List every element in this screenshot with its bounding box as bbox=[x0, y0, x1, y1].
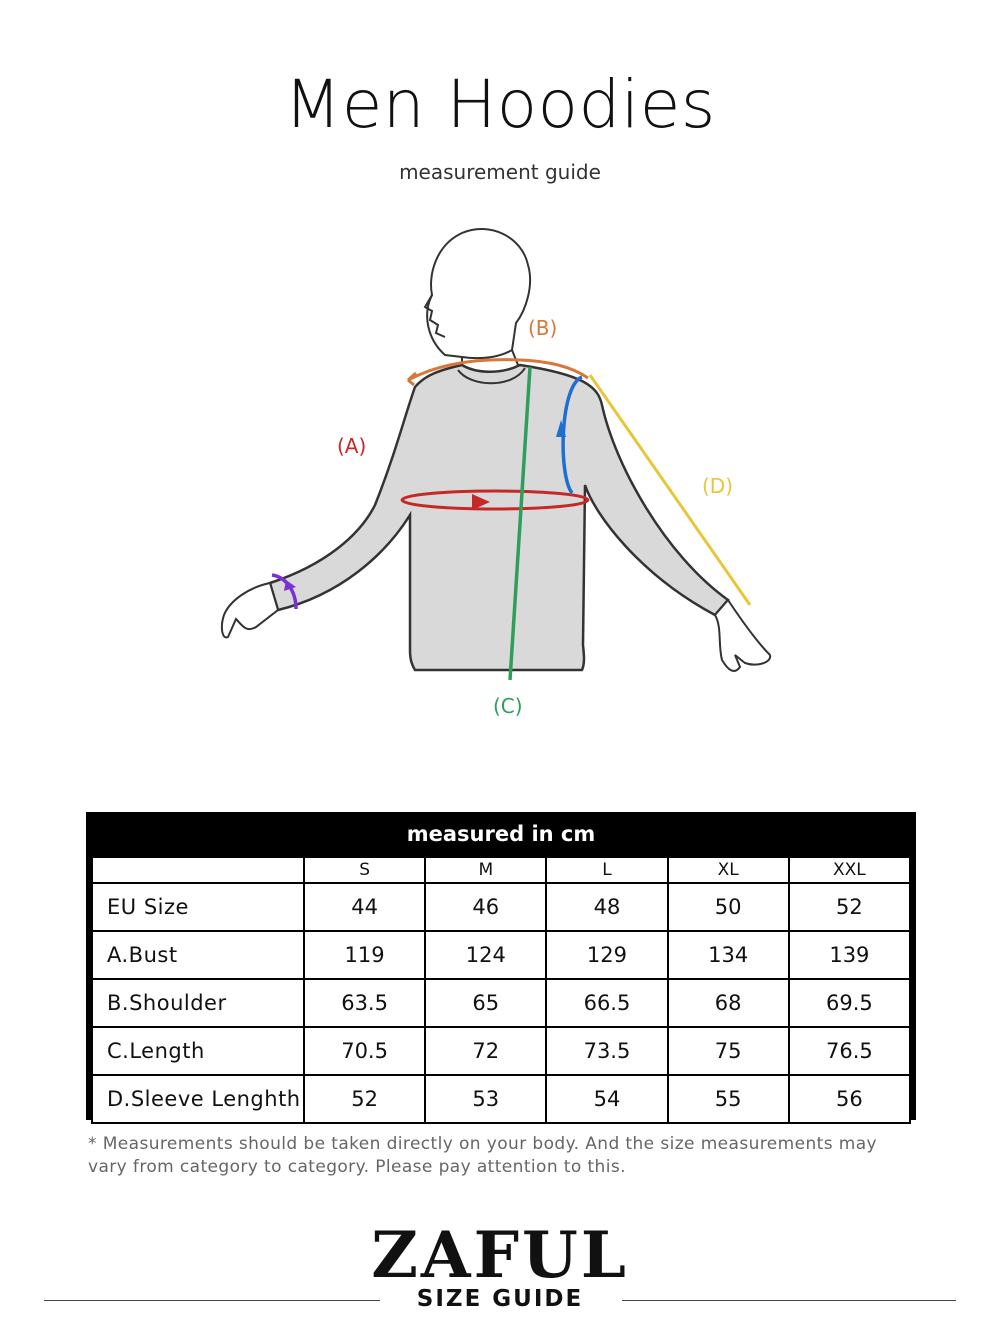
table-row bbox=[92, 1075, 910, 1123]
column-header: XL bbox=[668, 857, 789, 883]
label-a: (A) bbox=[337, 434, 367, 458]
table-cell: 119 bbox=[304, 931, 425, 979]
table-cell: 48 bbox=[546, 883, 667, 931]
size-chart-table bbox=[91, 856, 911, 1124]
column-header: XXL bbox=[789, 857, 910, 883]
page-subtitle: measurement guide bbox=[399, 160, 601, 184]
table-cell: 63.5 bbox=[304, 979, 425, 1027]
column-header: L bbox=[546, 857, 667, 883]
hoodie-diagram bbox=[200, 215, 800, 725]
row-label: A.Bust bbox=[92, 931, 304, 979]
row-label: C.Length bbox=[92, 1027, 304, 1075]
table-row bbox=[92, 1027, 910, 1075]
table-cell: 44 bbox=[304, 883, 425, 931]
table-cell: 52 bbox=[304, 1075, 425, 1123]
table-cell: 76.5 bbox=[789, 1027, 910, 1075]
row-label: B.Shoulder bbox=[92, 979, 304, 1027]
table-cell: 50 bbox=[668, 883, 789, 931]
measurement-note: * Measurements should be taken directly on your body. And the size measurements may vary from category to category. Please pay attention to this. bbox=[88, 1134, 878, 1177]
size-guide-label: SIZE GUIDE bbox=[416, 1286, 584, 1312]
column-header: S bbox=[304, 857, 425, 883]
table-row bbox=[92, 931, 910, 979]
label-d: (D) bbox=[702, 474, 734, 498]
footer-divider-right bbox=[622, 1300, 956, 1301]
head-drawing bbox=[425, 229, 530, 365]
row-label: D.Sleeve Lenghth bbox=[92, 1075, 304, 1123]
table-cell: 55 bbox=[668, 1075, 789, 1123]
table-cell: 65 bbox=[425, 979, 546, 1027]
column-header: M bbox=[425, 857, 546, 883]
table-cell: 46 bbox=[425, 883, 546, 931]
table-row bbox=[92, 979, 910, 1027]
table-cell: 66.5 bbox=[546, 979, 667, 1027]
garment-body bbox=[270, 365, 728, 670]
table-cell: 124 bbox=[425, 931, 546, 979]
table-cell: 53 bbox=[425, 1075, 546, 1123]
table-cell: 72 bbox=[425, 1027, 546, 1075]
table-row bbox=[92, 883, 910, 931]
label-b: (B) bbox=[528, 316, 558, 340]
column-header bbox=[92, 857, 304, 883]
table-cell: 134 bbox=[668, 931, 789, 979]
left-hand bbox=[222, 583, 278, 637]
table-caption: measured in cm bbox=[406, 822, 596, 846]
table-cell: 75 bbox=[668, 1027, 789, 1075]
row-label: EU Size bbox=[92, 883, 304, 931]
table-cell: 70.5 bbox=[304, 1027, 425, 1075]
table-cell: 139 bbox=[789, 931, 910, 979]
table-cell: 56 bbox=[789, 1075, 910, 1123]
table-header-row bbox=[92, 857, 910, 883]
label-c: (C) bbox=[493, 694, 523, 718]
size-table bbox=[86, 812, 916, 1120]
table-cell: 68 bbox=[668, 979, 789, 1027]
table-cell: 69.5 bbox=[789, 979, 910, 1027]
page-title: Men Hoodies bbox=[284, 66, 716, 143]
table-cell: 129 bbox=[546, 931, 667, 979]
brand-logo: ZAFUL bbox=[371, 1218, 629, 1293]
measurement-illustration bbox=[200, 215, 800, 725]
table-cell: 73.5 bbox=[546, 1027, 667, 1075]
table-cell: 54 bbox=[546, 1075, 667, 1123]
table-cell: 52 bbox=[789, 883, 910, 931]
right-hand bbox=[715, 600, 770, 671]
